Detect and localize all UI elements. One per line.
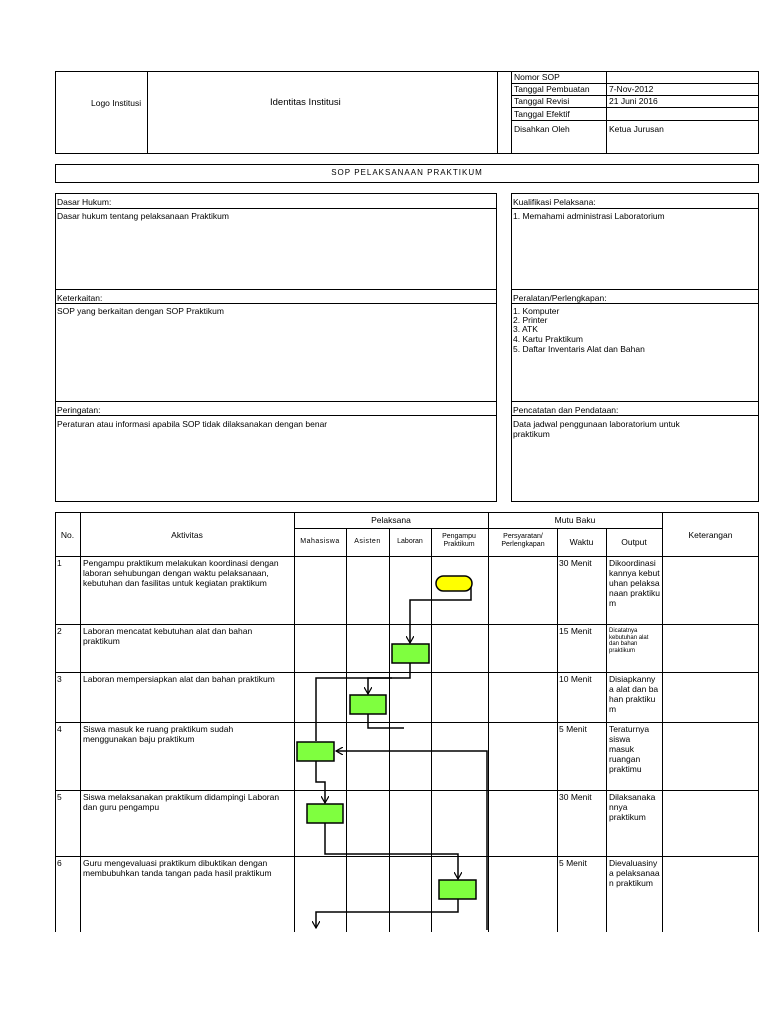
row-waktu: 30 Menit xyxy=(559,792,592,802)
process-box-icon xyxy=(307,804,343,823)
process-box-icon xyxy=(439,880,476,899)
meta-label-efektif: Tanggal Efektif xyxy=(514,109,570,119)
row-number: 2 xyxy=(57,626,62,636)
flow-connector xyxy=(368,714,404,728)
dasar-hukum-text: Dasar hukum tentang pelaksanaan Praktikum xyxy=(57,211,229,221)
peringatan-label: Peringatan: xyxy=(57,405,101,415)
row-number: 1 xyxy=(57,558,62,568)
row-waktu: 30 Menit xyxy=(559,558,592,568)
logo-placeholder: Logo Institusi xyxy=(91,98,142,108)
row-activity: Laboran mempersiapkan alat dan bahan praktikum xyxy=(83,674,275,684)
process-box-icon xyxy=(392,644,429,663)
col-header-persyaratan: Persyaratan/ Perlengkapan xyxy=(501,533,545,548)
start-terminator-icon xyxy=(436,576,472,591)
row-output: Teraturnya siswa masuk ruangan praktimu xyxy=(609,724,650,774)
row-waktu: 15 Menit xyxy=(559,626,592,636)
col-header-laboran: Laboran xyxy=(397,538,423,545)
page-title: SOP PELAKSANAAN PRAKTIKUM xyxy=(331,168,483,177)
row-activity: Guru mengevaluasi praktikum dibuktikan dengan membubuhkan tanda tangan pada hasil praktikum xyxy=(83,858,272,878)
row-number: 3 xyxy=(57,674,62,684)
row-output: Dicatatnya kebutuhan alat dan bahan praktikum xyxy=(609,628,649,654)
row-activity: Pengampu praktikum melakukan koordinasi dengan laboran sehubungan dengan waktu pelaksanaan, kebutuhan dan fasilitas untuk kegiatan praktikum xyxy=(83,558,279,588)
row-number: 5 xyxy=(57,792,62,802)
keterkaitan-text: SOP yang berkaitan dengan SOP Praktikum xyxy=(57,306,224,316)
row-activity: Laboran mencatat kebutuhan alat dan bahan praktikum xyxy=(83,626,253,646)
col-header-pengampu: Pengampu Praktikum xyxy=(442,533,476,548)
meta-label-pembuatan: Tanggal Pembuatan xyxy=(514,84,590,94)
keterkaitan-label: Keterkaitan: xyxy=(57,293,103,303)
meta-value-revisi: 21 Juni 2016 xyxy=(609,96,658,106)
process-box-icon xyxy=(297,742,334,761)
col-header-mutu-baku: Mutu Baku xyxy=(554,515,596,525)
col-header-waktu: Waktu xyxy=(569,537,594,547)
col-header-keterangan: Keterangan xyxy=(688,530,733,540)
row-number: 4 xyxy=(57,724,62,734)
flow-connector xyxy=(316,761,325,803)
process-box-icon xyxy=(350,695,386,714)
row-activity: Siswa masuk ke ruang praktikum sudah menggunakan baju praktikum xyxy=(83,724,234,744)
row-output: Disiapkanny a alat dan bahan praktikum xyxy=(609,674,659,714)
col-header-aktivitas: Aktivitas xyxy=(171,530,203,540)
col-header-pelaksana: Pelaksana xyxy=(371,515,411,525)
kualifikasi-text: 1. Memahami administrasi Laboratorium xyxy=(513,211,665,221)
peralatan-label: Peralatan/Perlengkapan: xyxy=(513,293,607,303)
meta-label-nomor: Nomor SOP xyxy=(514,72,560,82)
row-output: Dikoordinasi kannya kebutuhan pelaksanaan praktikum xyxy=(609,558,661,608)
flow-connector xyxy=(410,584,471,643)
row-number: 6 xyxy=(57,858,62,868)
row-output: Dievaluasiny a pelaksanaan praktikum xyxy=(609,858,660,888)
row-output: Dilaksanaka nnya praktikum xyxy=(609,792,656,822)
pencatatan-text: Data jadwal penggunaan laboratorium untuk praktikum xyxy=(513,419,680,439)
col-header-mahasiswa: Mahasiswa xyxy=(300,538,340,545)
meta-label-revisi: Tanggal Revisi xyxy=(514,96,570,106)
meta-value-disahkan: Ketua Jurusan xyxy=(609,124,664,134)
peralatan-item: 3. ATK xyxy=(513,324,538,334)
meta-label-disahkan: Disahkan Oleh xyxy=(514,124,570,134)
col-header-output: Output xyxy=(621,537,647,547)
col-header-no: No. xyxy=(60,530,75,540)
meta-value-pembuatan: 7-Nov-2012 xyxy=(609,84,654,94)
flow-connector xyxy=(336,751,487,930)
row-waktu: 5 Menit xyxy=(559,858,587,868)
row-activity: Siswa melaksanakan praktikum didampingi Laboran dan guru pengampu xyxy=(83,792,280,812)
col-header-asisten: Asisten xyxy=(354,538,381,545)
dasar-hukum-label: Dasar Hukum: xyxy=(57,197,112,207)
row-waktu: 5 Menit xyxy=(559,724,587,734)
peralatan-item: 5. Daftar Inventaris Alat dan Bahan xyxy=(513,344,645,354)
peralatan-item: 4. Kartu Praktikum xyxy=(513,334,583,344)
institution-identity: Identitas Institusi xyxy=(270,97,341,108)
kualifikasi-label: Kualifikasi Pelaksana: xyxy=(513,197,596,207)
peringatan-text: Peraturan atau informasi apabila SOP tidak dilaksanakan dengan benar xyxy=(57,419,328,429)
peralatan-item: 2. Printer xyxy=(513,315,548,325)
row-waktu: 10 Menit xyxy=(559,674,592,684)
flow-connector xyxy=(325,823,458,879)
flow-connector xyxy=(316,899,458,928)
peralatan-item: 1. Komputer xyxy=(513,306,560,316)
pencatatan-label: Pencatatan dan Pendataan: xyxy=(513,405,619,415)
